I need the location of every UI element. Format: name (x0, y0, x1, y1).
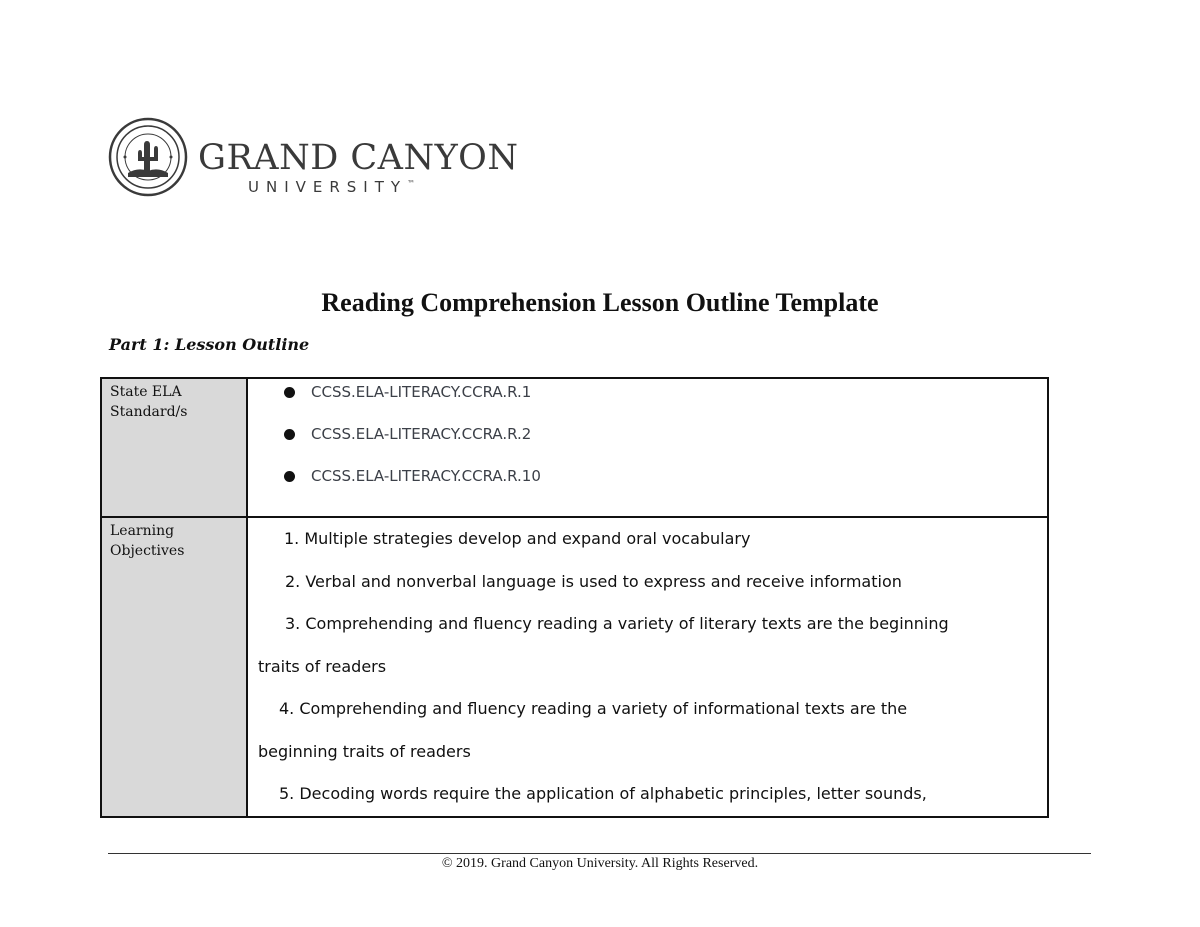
standards-content-cell (247, 378, 1048, 517)
objective-line: traits of readers (258, 656, 387, 676)
list-item (284, 381, 1047, 423)
objective-line: 4. Comprehending and fluency reading a variety of informational texts are the (279, 699, 908, 718)
standard-code: CCSS.ELA-LITERACY.CCRA.R.1 (311, 383, 532, 401)
standards-label-line: State ELA (110, 384, 182, 400)
part-heading: Part 1: Lesson Outline (109, 335, 310, 354)
footer-divider (108, 853, 1091, 854)
objective-line: 2. Verbal and nonverbal language is used to express and receive information (285, 571, 902, 591)
standards-list (248, 379, 1047, 507)
standard-code: CCSS.ELA-LITERACY.CCRA.R.2 (311, 425, 532, 443)
objectives-label (102, 518, 246, 561)
objective-line: 3. Comprehending and fluency reading a variety of literary texts are the beginning (285, 614, 949, 633)
objectives-label-cell (101, 517, 247, 817)
objective-line: 1. Multiple strategies develop and expand oral vocabulary (284, 529, 751, 548)
copyright-notice: © 2019. Grand Canyon University. All Rights Reserved. (441, 856, 759, 871)
table-row-objectives (101, 517, 1048, 817)
list-item (284, 465, 1047, 507)
standards-label (102, 379, 246, 422)
objective-line: beginning traits of readers (258, 741, 471, 761)
objectives-content-cell (247, 517, 1048, 817)
bullet-icon (284, 429, 295, 440)
list-item (284, 423, 1047, 465)
bullet-icon (284, 387, 295, 398)
table-row-standards (101, 378, 1048, 517)
logo-subwordmark (248, 180, 415, 195)
objective-line: 5. Decoding words require the application of alphabetic principles, letter sounds, (279, 784, 927, 803)
bullet-icon (284, 471, 295, 482)
logo-wordmark: GRAND CANYON (198, 138, 519, 178)
university-logo (108, 117, 519, 203)
objectives-label-line: Objectives (110, 543, 185, 559)
objectives-label-line: Learning (110, 523, 175, 539)
standards-label-line: Standard/s (110, 404, 188, 420)
university-seal-icon (108, 117, 188, 197)
trademark-symbol: ™ (407, 179, 416, 188)
objectives-text (248, 518, 1047, 816)
logo-university-text: UNIVERSITY (248, 178, 408, 196)
standard-code: CCSS.ELA-LITERACY.CCRA.R.10 (311, 467, 541, 485)
lesson-outline-table (100, 377, 1049, 818)
standards-label-cell (101, 378, 247, 517)
document-title: Reading Comprehension Lesson Outline Template (321, 288, 879, 317)
